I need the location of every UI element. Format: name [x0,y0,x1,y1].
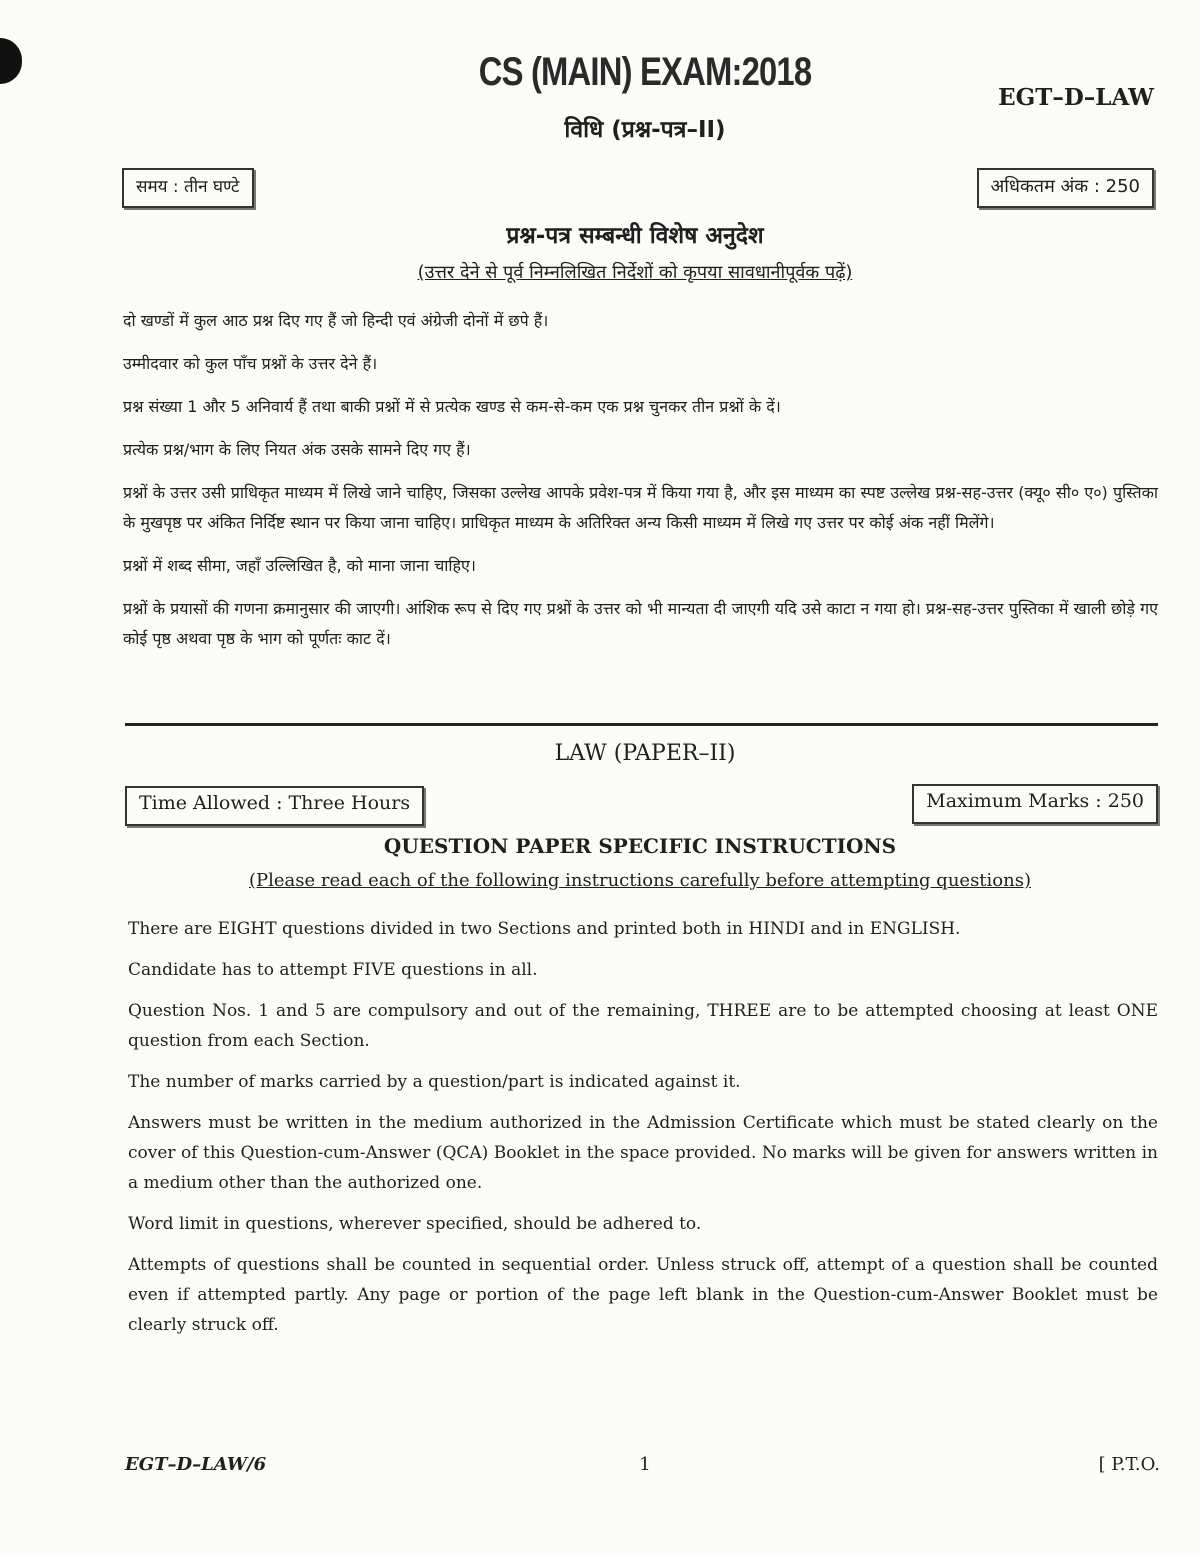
english-instruction: Word limit in questions, wherever specified, should be adhered to. [128,1214,702,1234]
exam-title: CS (MAIN) EXAM:2018 [478,50,812,94]
hindi-instruction: प्रश्न संख्या 1 और 5 अनिवार्य हैं तथा बाकी प्रश्नों में से प्रत्येक खण्ड से कम-से-कम एक प्रश्न चुनकर तीन प्रश्नों के दें। [123,397,781,416]
hindi-instruction: उम्मीदवार को कुल पाँच प्रश्नों के उत्तर देने हैं। [123,354,378,373]
english-instruction: Question Nos. 1 and 5 are compulsory and out of the remaining, THREE are to be attempted choosing at least ONE question from each Section. [128,1001,1158,1051]
english-paper-title: LAW (PAPER–II) [554,741,736,766]
english-instructions-heading: QUESTION PAPER SPECIFIC INSTRUCTIONS [383,834,897,858]
hindi-instructions-subheading: (उत्तर देने से पूर्व निम्नलिखित निर्देशों को कृपया सावधानीपूर्वक पढ़ें) [417,262,853,283]
footer-pto: [ P.T.O. [1098,1454,1160,1475]
english-instructions-subheading: (Please read each of the following instructions carefully before attempting questions) [249,870,1031,891]
english-time-allowed-box: Time Allowed : Three Hours [125,786,424,826]
footer-page-number: 1 [639,1454,651,1475]
english-instruction: Answers must be written in the medium authorized in the Admission Certificate which must be stated clearly on the cover of this Question-cum-Answer (QCA) Booklet in the space provided. No marks will be given for answers written in a medium other than the authorized one. [128,1113,1158,1193]
english-max-marks-box: Maximum Marks : 250 [912,784,1158,824]
english-instruction: The number of marks carried by a question/part is indicated against it. [128,1072,741,1092]
hindi-instructions-heading: प्रश्न-पत्र सम्बन्धी विशेष अनुदेश [506,223,764,249]
english-instruction: Attempts of questions shall be counted in sequential order. Unless struck off, attempt of a question shall be counted even if attempted partly. Any page or portion of the page left blank in the Question-cum-Answer Booklet must be clearly struck off. [128,1255,1158,1335]
hindi-instruction: दो खण्डों में कुल आठ प्रश्न दिए गए हैं जो हिन्दी एवं अंग्रेजी दोनों में छपे हैं। [123,311,549,330]
hindi-instructions-list [123,306,1158,667]
footer-paper-code: EGT–D–LAW/6 [125,1454,267,1475]
section-divider [125,723,1158,726]
paper-code: EGT–D–LAW [998,84,1154,111]
english-instruction: There are EIGHT questions divided in two Sections and printed both in HINDI and in ENGLISH. [128,919,961,939]
hindi-paper-title: विधि (प्रश्न-पत्र–II) [564,117,726,143]
hindi-instruction: प्रश्नों के उत्तर उसी प्राधिकृत माध्यम में लिखे जाने चाहिए, जिसका उल्लेख आपके प्रवेश-पत्र में किया गया है, और इस माध्यम का स्पष्ट उल्लेख प्रश्न-सह-उत्तर (क्यू० सी० ए०) पुस्तिका के मुखपृष्ठ पर अंकित निर्दिष्ट स्थान पर किया जाना चाहिए। प्राधिकृत माध्यम के अतिरिक्त अन्य किसी माध्यम में लिखे गए उत्तर पर कोई अंक नहीं मिलेंगे। [123,483,1158,532]
punch-hole-mark [0,38,22,84]
english-instructions-list [128,914,1158,1351]
hindi-time-allowed-box: समय : तीन घण्टे [122,168,254,208]
english-instruction: Candidate has to attempt FIVE questions in all. [128,960,538,980]
hindi-max-marks-box: अधिकतम अंक : 250 [977,168,1155,208]
hindi-instruction: प्रश्नों के प्रयासों की गणना क्रमानुसार की जाएगी। आंशिक रूप से दिए गए प्रश्नों के उत्तर को भी मान्यता दी जाएगी यदि उसे काटा न गया हो। प्रश्न-सह-उत्तर पुस्तिका में खाली छोड़े गए कोई पृष्ठ अथवा पृष्ठ के भाग को पूर्णतः काट दें। [123,599,1158,648]
hindi-instruction: प्रत्येक प्रश्न/भाग के लिए नियत अंक उसके सामने दिए गए हैं। [123,440,471,459]
hindi-instruction: प्रश्नों में शब्द सीमा, जहाँ उल्लिखित है, को माना जाना चाहिए। [123,556,476,575]
